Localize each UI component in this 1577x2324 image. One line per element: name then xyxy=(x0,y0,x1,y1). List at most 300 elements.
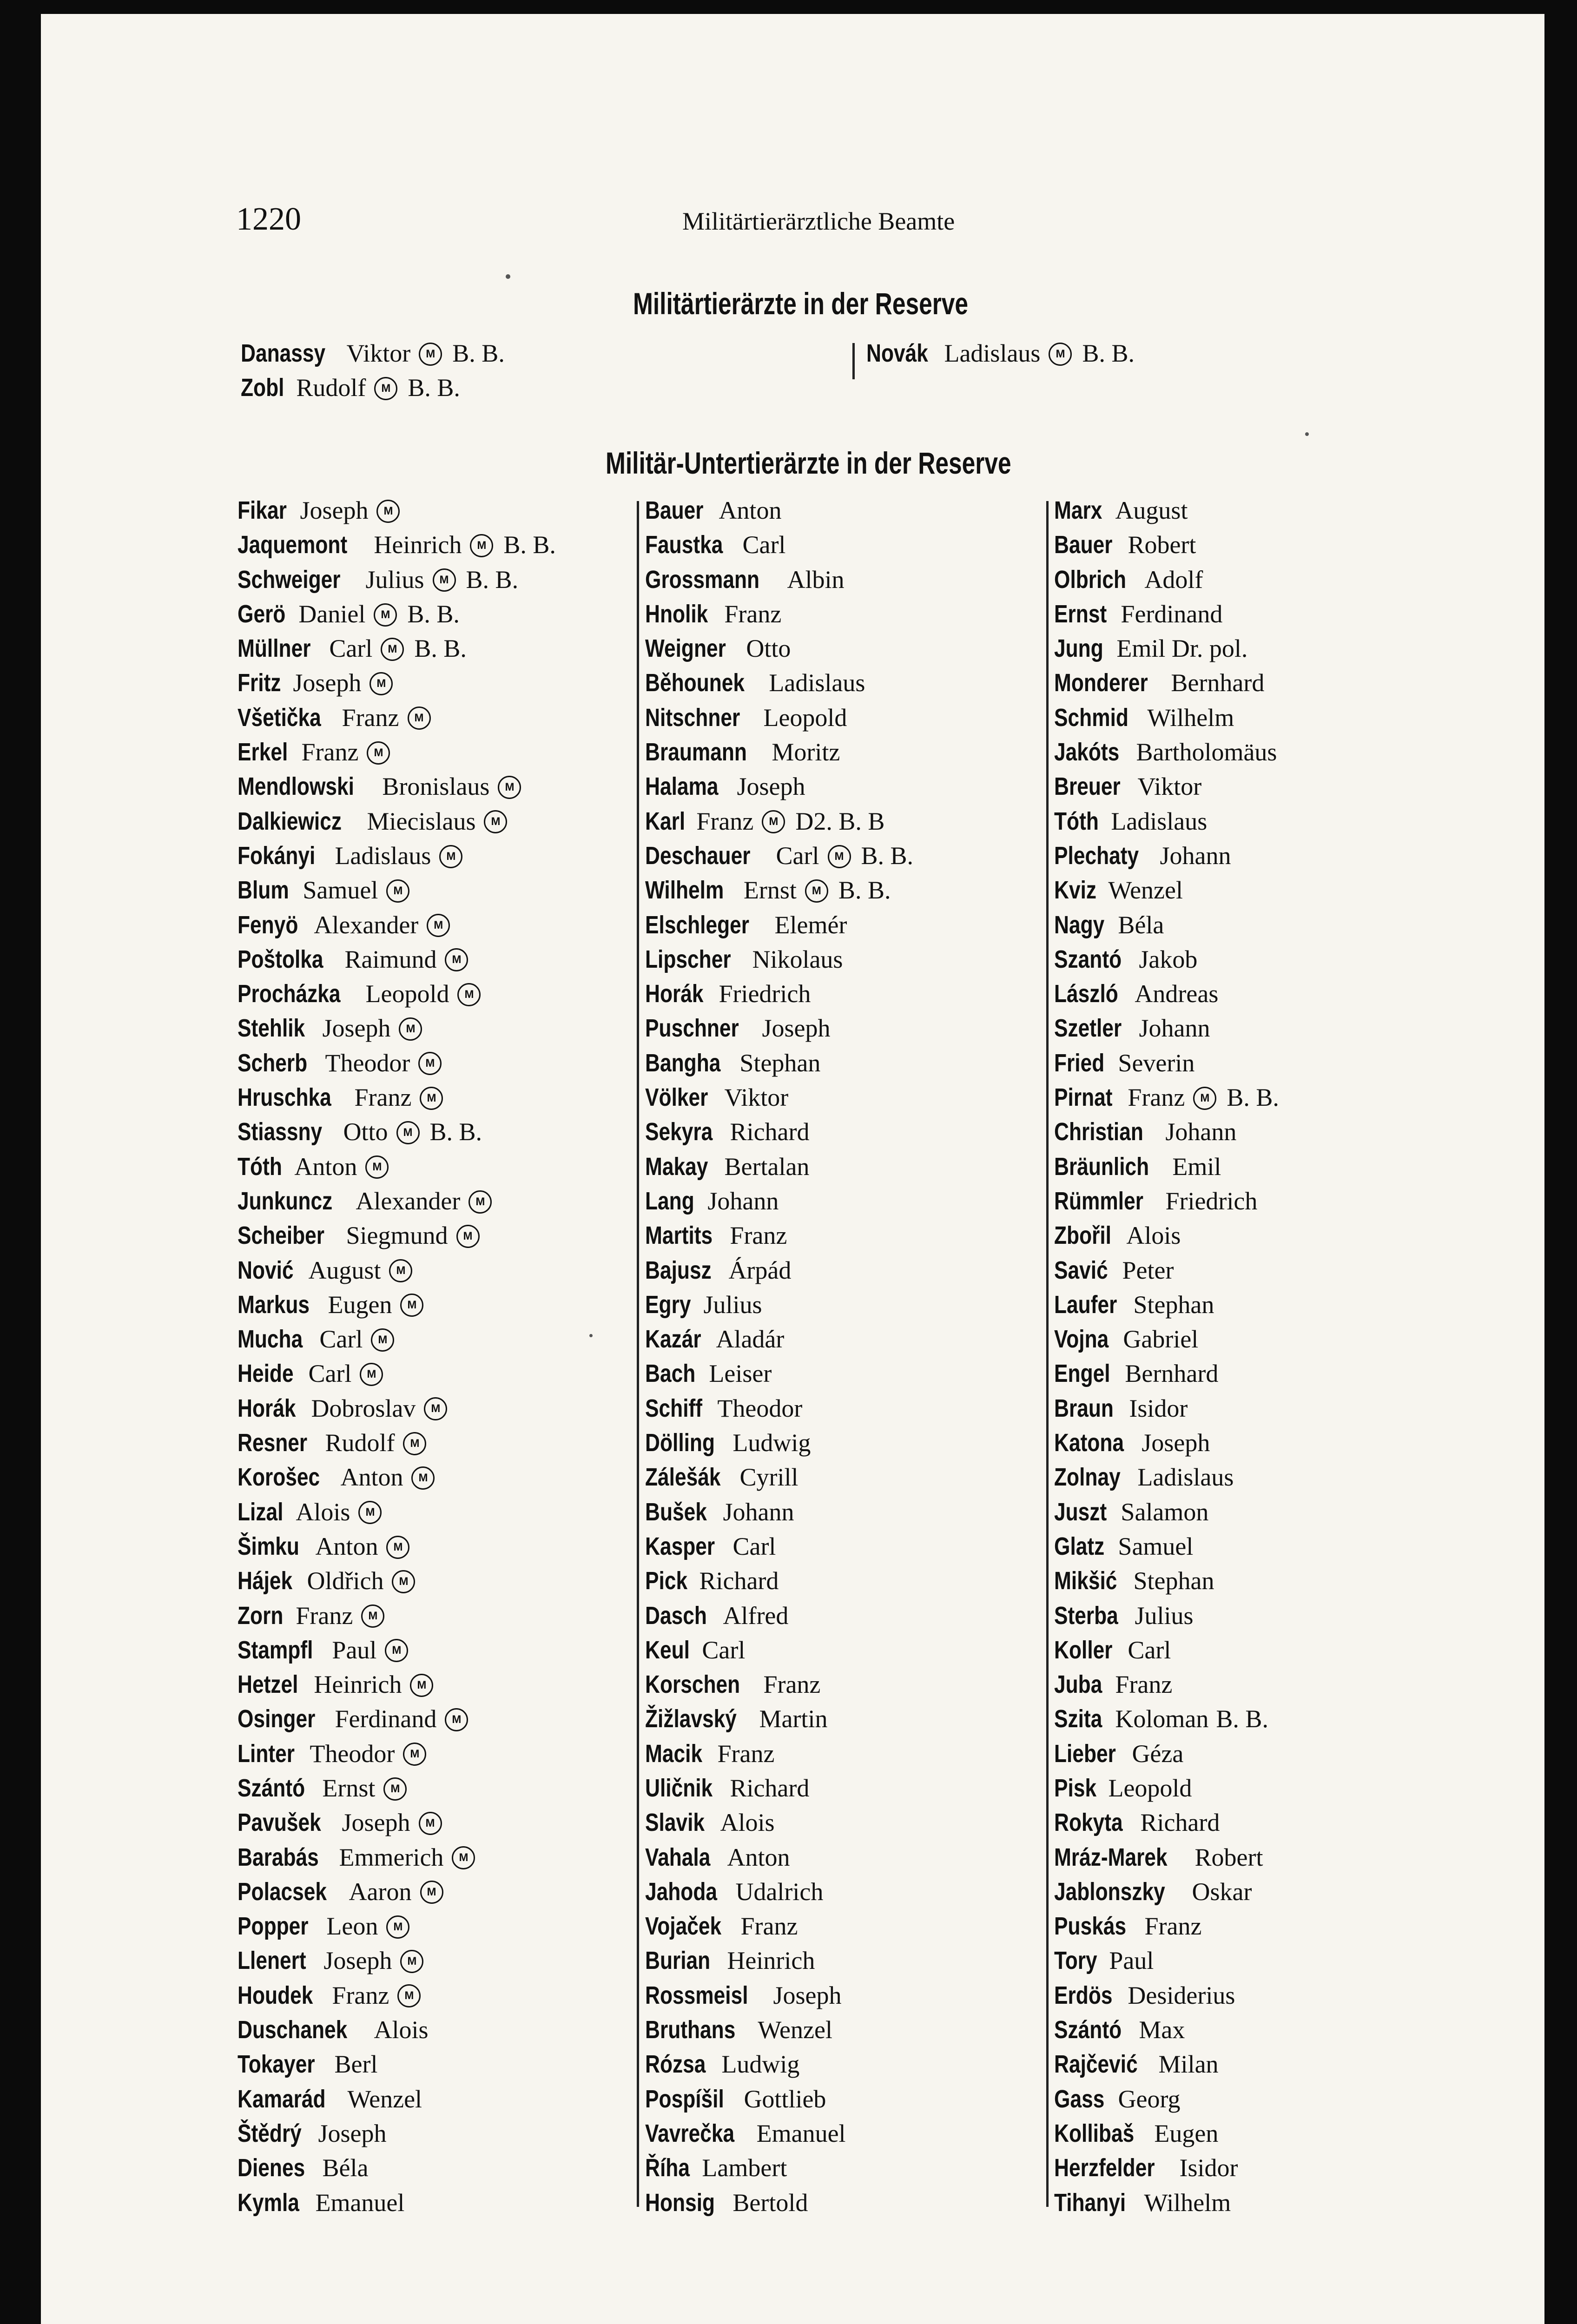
entry-suffix: B. B. xyxy=(452,339,505,367)
given-name: Franz xyxy=(740,1912,798,1941)
given-name: Samuel xyxy=(1118,1532,1194,1560)
list-item xyxy=(1054,631,1279,666)
list-item xyxy=(238,1909,556,1943)
circled-m-icon: M xyxy=(400,1294,423,1317)
entry-suffix: B. B. xyxy=(838,876,891,905)
entry-suffix: B. B. xyxy=(1082,339,1135,367)
list-item xyxy=(1054,700,1279,735)
surname: Tokayer xyxy=(238,2050,315,2079)
given-name: Béla xyxy=(322,2154,369,2182)
given-name: Joseph xyxy=(762,1014,831,1043)
list-item xyxy=(1054,1287,1279,1322)
list-item xyxy=(1054,2047,1279,2081)
circled-m-icon: M xyxy=(374,377,397,400)
list-item xyxy=(645,2185,913,2220)
entry-suffix: B. B. xyxy=(407,600,460,628)
given-name: Salamon xyxy=(1121,1498,1209,1526)
surname: Grossmann xyxy=(645,565,760,594)
circled-m-icon: M xyxy=(386,879,409,903)
given-name: Julius xyxy=(365,565,424,594)
given-name: Oldřich xyxy=(307,1567,384,1595)
surname: Rózsa xyxy=(645,2050,706,2079)
list-item xyxy=(241,336,505,370)
list-item xyxy=(645,1184,913,1218)
surname: Stiassny xyxy=(238,1118,323,1146)
given-name: Alois xyxy=(720,1809,775,1837)
surname: Poštolka xyxy=(238,945,323,973)
surname: Hruschka xyxy=(238,1083,331,1112)
given-name: Ernst xyxy=(743,876,797,905)
given-name: Gottlieb xyxy=(744,2085,826,2113)
list-item xyxy=(645,631,913,666)
surname: Šimku xyxy=(238,1532,299,1560)
list-item xyxy=(238,1460,556,1494)
list-item xyxy=(1054,804,1279,838)
entry-suffix: B. B. xyxy=(1216,1705,1268,1733)
given-name: Johann xyxy=(1165,1118,1237,1146)
surname: Karl xyxy=(645,807,686,835)
book-page xyxy=(41,14,1544,2324)
circled-m-icon: M xyxy=(358,1501,382,1524)
list-item xyxy=(238,1736,556,1771)
surname: Jakóts xyxy=(1054,738,1120,766)
given-name: Theodor xyxy=(310,1739,395,1768)
list-item xyxy=(645,597,913,631)
surname: Jahoda xyxy=(645,1877,718,1906)
given-name: Ladislaus xyxy=(335,841,431,870)
given-name: Franz xyxy=(717,1739,775,1768)
list-item xyxy=(645,2082,913,2116)
surname: Tory xyxy=(1054,1947,1097,1975)
surname: Slavik xyxy=(645,1809,705,1837)
surname: Ernst xyxy=(1054,600,1107,628)
section1-column-right xyxy=(866,336,1135,370)
circled-m-icon: M xyxy=(805,879,828,903)
list-item xyxy=(238,977,556,1011)
circled-m-icon: M xyxy=(1049,343,1072,366)
given-name: Isidor xyxy=(1179,2154,1238,2182)
list-item xyxy=(645,908,913,942)
surname: Bauer xyxy=(645,496,704,524)
list-item xyxy=(1054,1184,1279,1218)
list-item xyxy=(238,2047,556,2081)
given-name: Theodor xyxy=(717,1394,803,1422)
surname: Schmid xyxy=(1054,703,1128,732)
given-name: Ludwig xyxy=(732,1429,811,1457)
surname: Junkuncz xyxy=(238,1187,333,1215)
surname: Macik xyxy=(645,1739,703,1768)
list-item xyxy=(238,1495,556,1529)
surname: Sterba xyxy=(1054,1601,1118,1630)
circled-m-icon: M xyxy=(374,603,397,627)
given-name: Ferdinand xyxy=(335,1705,437,1733)
given-name: Wenzel xyxy=(758,2016,832,2044)
surname: Fried xyxy=(1054,1049,1105,1077)
surname: Rajčević xyxy=(1054,2050,1138,2079)
given-name: Stephan xyxy=(1133,1290,1214,1319)
surname: Všetička xyxy=(238,703,321,732)
given-name: Carl xyxy=(732,1532,776,1560)
circled-m-icon: M xyxy=(456,1225,480,1248)
surname: Puschner xyxy=(645,1014,739,1043)
list-item xyxy=(1054,1564,1279,1598)
surname: Völker xyxy=(645,1083,708,1112)
given-name: Franz xyxy=(724,600,782,628)
given-name: Heinrich xyxy=(374,531,462,559)
surname: Zolnay xyxy=(1054,1463,1121,1492)
list-item xyxy=(645,2151,913,2185)
given-name: Miecislaus xyxy=(367,807,476,835)
surname: Bauer xyxy=(1054,531,1113,559)
entry-suffix: B. B. xyxy=(408,374,460,402)
surname: Nović xyxy=(238,1256,294,1284)
list-item xyxy=(645,1771,913,1805)
list-item xyxy=(645,942,913,977)
list-item xyxy=(645,1875,913,1909)
given-name: Anton xyxy=(727,1843,790,1871)
surname: Honsig xyxy=(645,2188,715,2217)
given-name: Jakob xyxy=(1139,945,1198,973)
list-item xyxy=(238,1218,556,1253)
list-item xyxy=(645,1978,913,2013)
surname: Procházka xyxy=(238,980,341,1008)
surname: Dalkiewicz xyxy=(238,807,342,835)
given-name: Heinrich xyxy=(727,1947,815,1975)
surname: Vavrečka xyxy=(645,2119,735,2147)
list-item xyxy=(238,631,556,666)
given-name: Ladislaus xyxy=(769,669,865,697)
list-item xyxy=(238,2151,556,2185)
surname: Kazár xyxy=(645,1325,701,1353)
given-name: Richard xyxy=(1140,1809,1220,1837)
given-name: Carl xyxy=(742,531,786,559)
list-item xyxy=(645,735,913,769)
entry-suffix: B. B. xyxy=(503,531,556,559)
surname: Vojna xyxy=(1054,1325,1109,1353)
list-item xyxy=(1054,2116,1279,2151)
given-name: Ernst xyxy=(322,1774,376,1802)
surname: Juba xyxy=(1054,1670,1102,1699)
column-divider xyxy=(1046,501,1049,2207)
given-name: Richard xyxy=(730,1118,810,1146)
given-name: Aladár xyxy=(716,1325,785,1353)
surname: Faustka xyxy=(645,531,723,559)
list-item xyxy=(238,2013,556,2047)
circled-m-icon: M xyxy=(427,914,450,937)
list-item xyxy=(238,735,556,769)
list-item xyxy=(238,1287,556,1322)
circled-m-icon: M xyxy=(376,500,400,523)
list-item xyxy=(238,1184,556,1218)
surname: Heide xyxy=(238,1360,294,1388)
surname: Breuer xyxy=(1054,772,1121,801)
circled-m-icon: M xyxy=(439,845,462,868)
surname: Jaquemont xyxy=(238,531,348,559)
list-item xyxy=(1054,838,1279,873)
given-name: Johann xyxy=(1160,841,1231,870)
circled-m-icon: M xyxy=(383,1777,407,1801)
circled-m-icon: M xyxy=(762,810,785,833)
circled-m-icon: M xyxy=(386,1536,409,1559)
circled-m-icon: M xyxy=(445,1708,468,1731)
given-name: Gabriel xyxy=(1123,1325,1199,1353)
given-name: Isidor xyxy=(1129,1394,1188,1422)
given-name: Leiser xyxy=(709,1360,772,1388)
surname: Christian xyxy=(1054,1118,1143,1146)
given-name: Wilhelm xyxy=(1144,2188,1231,2217)
surname: Bräunlich xyxy=(1054,1152,1149,1181)
list-item xyxy=(645,1046,913,1080)
list-item xyxy=(238,1391,556,1426)
ink-speck xyxy=(589,1334,593,1337)
surname: Erkel xyxy=(238,738,288,766)
list-item xyxy=(1054,1598,1279,1633)
given-name: August xyxy=(1115,496,1188,524)
given-name: Joseph xyxy=(323,1947,392,1975)
given-name: Franz xyxy=(1144,1912,1202,1941)
list-item xyxy=(645,873,913,907)
surname: Markus xyxy=(238,1290,310,1319)
surname: Jablonszky xyxy=(1054,1877,1165,1906)
surname: Korschen xyxy=(645,1670,740,1699)
surname: Zobl xyxy=(241,374,284,402)
given-name: Raimund xyxy=(344,945,437,973)
circled-m-icon: M xyxy=(386,1915,409,1939)
list-item xyxy=(866,336,1135,370)
circled-m-icon: M xyxy=(498,776,521,799)
surname: Szita xyxy=(1054,1705,1102,1733)
circled-m-icon: M xyxy=(828,845,851,868)
surname: Llenert xyxy=(238,1947,306,1975)
list-item xyxy=(238,804,556,838)
given-name: Béla xyxy=(1118,911,1164,939)
surname: Müllner xyxy=(238,634,311,663)
surname: Burian xyxy=(645,1947,711,1975)
list-item xyxy=(238,1253,556,1287)
circled-m-icon: M xyxy=(445,948,468,971)
given-name: Alois xyxy=(296,1498,350,1526)
list-item xyxy=(238,493,556,528)
list-item xyxy=(645,1011,913,1045)
given-name: Leopold xyxy=(1108,1774,1192,1802)
given-name: Paul xyxy=(1109,1947,1154,1975)
list-item xyxy=(645,1529,913,1564)
given-name: Alexander xyxy=(314,911,419,939)
surname: Halama xyxy=(645,772,719,801)
surname: Herzfelder xyxy=(1054,2154,1155,2182)
list-item xyxy=(645,769,913,804)
circled-m-icon: M xyxy=(385,1639,408,1662)
given-name: Otto xyxy=(343,1118,388,1146)
list-item xyxy=(1054,1460,1279,1494)
list-item xyxy=(645,1667,913,1702)
given-name: Carl xyxy=(308,1360,352,1388)
surname: Hetzel xyxy=(238,1670,298,1699)
surname: Blum xyxy=(238,876,289,905)
surname: Glatz xyxy=(1054,1532,1105,1560)
given-name: Cyrill xyxy=(739,1463,798,1492)
circled-m-icon: M xyxy=(397,1984,421,2007)
given-name: Ludwig xyxy=(721,2050,800,2079)
list-item xyxy=(645,2047,913,2081)
list-item xyxy=(645,666,913,700)
given-name: Martin xyxy=(759,1705,828,1733)
list-item xyxy=(1054,1080,1279,1115)
list-item xyxy=(238,1564,556,1598)
given-name: Viktor xyxy=(346,339,411,367)
list-item xyxy=(1054,942,1279,977)
surname: Makay xyxy=(645,1152,708,1181)
surname: Popper xyxy=(238,1912,309,1941)
given-name: Franz xyxy=(763,1670,821,1699)
given-name: Franz xyxy=(332,1981,389,2009)
given-name: Andreas xyxy=(1135,980,1219,1008)
list-item xyxy=(1054,873,1279,907)
given-name: Joseph xyxy=(737,772,805,801)
list-item xyxy=(645,1909,913,1943)
surname: Fikar xyxy=(238,496,287,524)
list-item xyxy=(238,2185,556,2220)
surname: Kamarád xyxy=(238,2085,326,2113)
surname: Zorn xyxy=(238,1601,284,1630)
given-name: Samuel xyxy=(303,876,378,905)
column-divider xyxy=(637,501,639,2207)
surname: Lang xyxy=(645,1187,694,1215)
surname: Gass xyxy=(1054,2085,1105,2113)
surname: Weigner xyxy=(645,634,726,663)
entry-suffix: B. B. xyxy=(1227,1083,1279,1112)
surname: Žižlavský xyxy=(645,1705,737,1733)
surname: Horák xyxy=(645,980,704,1008)
circled-m-icon: M xyxy=(457,983,481,1006)
given-name: Peter xyxy=(1122,1256,1174,1284)
surname: Erdös xyxy=(1054,1981,1113,2009)
surname: Linter xyxy=(238,1739,295,1768)
given-name: Moritz xyxy=(772,738,840,766)
surname: Plechaty xyxy=(1054,841,1139,870)
list-item xyxy=(238,666,556,700)
surname: Sekyra xyxy=(645,1118,713,1146)
given-name: Ladislaus xyxy=(1137,1463,1234,1492)
list-item xyxy=(1054,1218,1279,1253)
surname: Stehlik xyxy=(238,1014,305,1043)
given-name: Ladislaus xyxy=(944,339,1041,367)
surname: Vahala xyxy=(645,1843,711,1871)
given-name: Árpád xyxy=(728,1256,792,1284)
list-item xyxy=(1054,2185,1279,2220)
given-name: Franz xyxy=(354,1083,412,1112)
circled-m-icon: M xyxy=(403,1743,426,1766)
surname: Szetler xyxy=(1054,1014,1122,1043)
entry-suffix: B. B. xyxy=(414,634,467,663)
circled-m-icon: M xyxy=(419,343,442,366)
given-name: Alois xyxy=(374,2016,429,2044)
surname: Pisk xyxy=(1054,1774,1097,1802)
given-name: Severin xyxy=(1118,1049,1195,1077)
list-item xyxy=(645,838,913,873)
section-title-reserve: Militärtierärzte in der Reserve xyxy=(633,286,969,321)
section2-column-1 xyxy=(238,493,556,2220)
circled-m-icon: M xyxy=(468,1190,492,1214)
list-item xyxy=(238,1426,556,1460)
list-item xyxy=(645,1702,913,1736)
section2-column-3 xyxy=(1054,493,1279,2220)
list-item xyxy=(1054,908,1279,942)
surname: Pospíšil xyxy=(645,2085,724,2113)
surname: Mráz-Marek xyxy=(1054,1843,1168,1871)
surname: Říha xyxy=(645,2154,690,2182)
circled-m-icon: M xyxy=(418,1052,442,1075)
given-name: Koloman xyxy=(1115,1705,1209,1733)
circled-m-icon: M xyxy=(361,1604,384,1628)
given-name: Julius xyxy=(1135,1601,1194,1630)
surname: Horák xyxy=(238,1394,296,1422)
list-item xyxy=(1054,2013,1279,2047)
list-item xyxy=(238,562,556,597)
surname: Houdek xyxy=(238,1981,313,2009)
list-item xyxy=(241,370,505,405)
surname: Nitschner xyxy=(645,703,740,732)
given-name: Alexander xyxy=(356,1187,461,1215)
given-name: Emmerich xyxy=(339,1843,444,1871)
list-item xyxy=(238,1943,556,1978)
list-item xyxy=(1054,1322,1279,1356)
given-name: Heinrich xyxy=(314,1670,402,1699)
given-name: Joseph xyxy=(773,1981,842,2009)
given-name: Franz xyxy=(342,703,399,732)
given-name: Theodor xyxy=(325,1049,410,1077)
list-item xyxy=(238,1633,556,1667)
surname: Rossmeisl xyxy=(645,1981,748,2009)
list-item xyxy=(1054,1805,1279,1840)
list-item xyxy=(645,1149,913,1184)
list-item xyxy=(238,1011,556,1045)
list-item xyxy=(238,769,556,804)
circled-m-icon: M xyxy=(365,1155,389,1179)
surname: Tóth xyxy=(238,1152,282,1181)
list-item xyxy=(645,2116,913,2151)
surname: Kasper xyxy=(645,1532,715,1560)
circled-m-icon: M xyxy=(370,672,393,695)
list-item xyxy=(238,1322,556,1356)
surname: Mucha xyxy=(238,1325,303,1353)
given-name: August xyxy=(308,1256,381,1284)
surname: Polacsek xyxy=(238,1877,327,1906)
given-name: Emanuel xyxy=(315,2188,405,2217)
surname: Pick xyxy=(645,1567,688,1595)
circled-m-icon: M xyxy=(420,1881,443,1904)
list-item xyxy=(238,838,556,873)
surname: Szántó xyxy=(1054,2016,1122,2044)
list-item xyxy=(238,2116,556,2151)
list-item xyxy=(645,1356,913,1391)
given-name: Anton xyxy=(294,1152,357,1181)
list-item xyxy=(1054,1840,1279,1875)
surname: Mendlowski xyxy=(238,772,354,801)
page-number: 1220 xyxy=(236,201,301,237)
given-name: Friedrich xyxy=(719,980,811,1008)
surname: Jung xyxy=(1054,634,1103,663)
given-name: Nikolaus xyxy=(752,945,843,973)
list-item xyxy=(238,1840,556,1875)
given-name: Siegmund xyxy=(346,1221,448,1250)
list-item xyxy=(238,1875,556,1909)
given-name: Viktor xyxy=(1137,772,1202,801)
given-name: Bernhard xyxy=(1171,669,1265,697)
surname: Fenyö xyxy=(238,911,298,939)
surname: Rokyta xyxy=(1054,1809,1123,1837)
circled-m-icon: M xyxy=(381,638,404,661)
